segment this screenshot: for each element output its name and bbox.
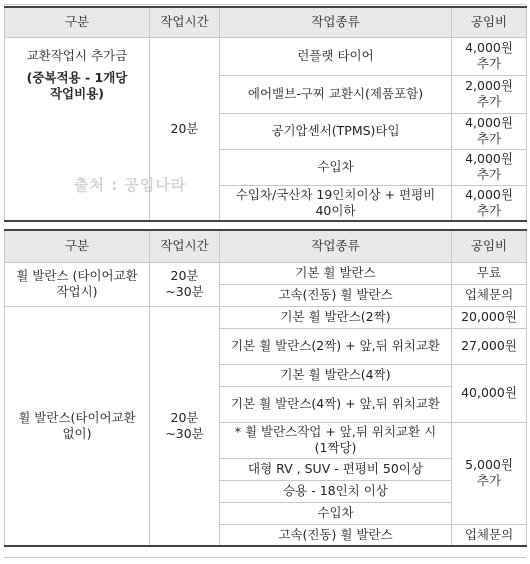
work-time-cell: 20분~30분: [150, 306, 220, 546]
work-type-cell: 에어밸브-구찌 교환시(제품포함): [220, 75, 452, 113]
work-type-cell: 기본 휠 발란스(4짝): [220, 364, 452, 386]
fee-cell: 2,000원 추가: [452, 75, 527, 113]
fee-cell: 40,000원: [452, 364, 527, 422]
work-type-cell: 공기압센서(TPMS)타입: [220, 113, 452, 149]
work-type-cell: 승용 - 18인치 이상: [220, 480, 452, 502]
fee-cell: 무료: [452, 262, 527, 284]
work-type-cell: 기본 휠 발란스(2짝) + 앞,뒤 위치교환: [220, 328, 452, 364]
fee-cell: 업체문의: [452, 284, 527, 306]
work-type-cell: 고속(진동) 휠 발란스: [220, 524, 452, 546]
category-cell: 휠 발란스(타이어교환 없이): [5, 306, 150, 546]
fee-cell: 4,000원 추가: [452, 185, 527, 221]
header-fee: 공임비: [452, 230, 527, 262]
category-cell: [5, 37, 150, 221]
header-fee: 공임비: [452, 7, 527, 37]
header-work-time: 작업시간: [150, 7, 220, 37]
work-type-cell: 기본 휠 발란스: [220, 262, 452, 284]
header-category: 구분: [5, 230, 150, 262]
work-time-cell: 20분~30분: [150, 262, 220, 306]
fee-cell: 5,000원 추가: [452, 422, 527, 524]
work-type-cell: * 휠 발란스작업 + 앞,뒤 위치교환 시 (1짝당): [220, 422, 452, 458]
work-type-cell: 수입차/국산차 19인치이상 + 편평비 40이하: [220, 185, 452, 221]
work-type-cell: 기본 휠 발란스(2짝): [220, 306, 452, 328]
table-header-row: [5, 230, 527, 262]
work-type-cell: 기본 휠 발란스(4짝) + 앞,뒤 위치교환: [220, 386, 452, 422]
fee-cell: 20,000원: [452, 306, 527, 328]
work-type-cell: 런플랫 타이어: [220, 37, 452, 75]
previous-table-edge: [4, 0, 526, 5]
fee-cell: 27,000원: [452, 328, 527, 364]
table-header-row: [5, 7, 527, 37]
category-cell: 휠 발란스 (타이어교환 작업시): [5, 262, 150, 306]
work-type-cell: 수입차: [220, 502, 452, 524]
category-note: (중복적용 - 1개당 작업비용): [26, 69, 128, 101]
header-work-type: 작업종류: [220, 7, 452, 37]
table-row: [5, 262, 527, 284]
tire-replacement-surcharge-table: [4, 6, 527, 222]
wheel-balance-table: [4, 229, 527, 547]
table-row: [5, 37, 527, 75]
table-row: [5, 306, 527, 328]
work-type-cell: 수입차: [220, 149, 452, 185]
work-time-cell: 20분: [150, 37, 220, 221]
header-work-time: 작업시간: [150, 230, 220, 262]
work-type-cell: 대형 RV , SUV - 편평비 50이상: [220, 458, 452, 480]
header-category: 구분: [5, 7, 150, 37]
fee-cell: 4,000원 추가: [452, 113, 527, 149]
fee-cell: 업체문의: [452, 524, 527, 546]
work-type-cell: 고속(진동) 휠 발란스: [220, 284, 452, 306]
source-watermark: 출처 : 공임나라: [74, 176, 187, 194]
category-label: 교환작업시 추가금: [26, 47, 128, 63]
fee-cell: 4,000원 추가: [452, 37, 527, 75]
fee-cell: 4,000원 추가: [452, 149, 527, 185]
header-work-type: 작업종류: [220, 230, 452, 262]
